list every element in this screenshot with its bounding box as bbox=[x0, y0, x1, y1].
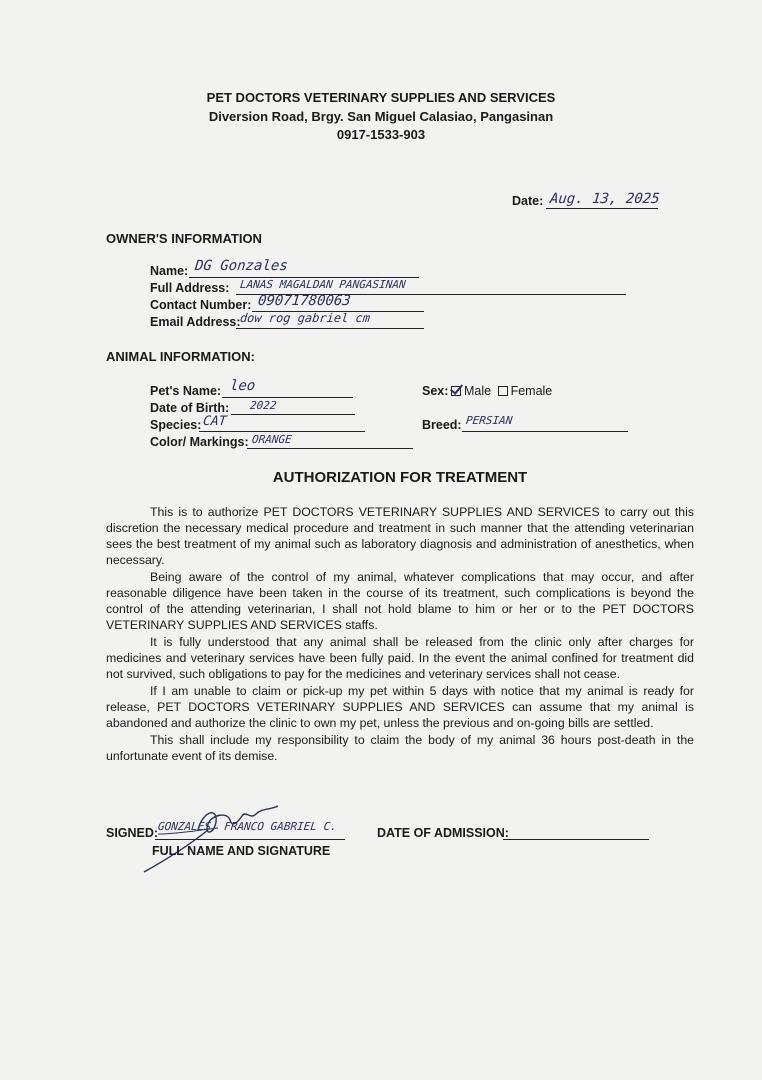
paragraph-5: This shall include my responsibility to claim the body of my animal 36 hours post-death in the unfortunate event of its demise. bbox=[106, 733, 694, 763]
email-address-value: dow rog gabriel cm bbox=[239, 311, 371, 325]
male-checkbox[interactable] bbox=[451, 386, 461, 396]
paragraph-3: It is fully understood that any animal shall be released from the clinic only after charges for medicines and veterinary services have been fully paid. In the event the animal confined for treatment did not survived, such obligations to pay for the medicines and veterinary services shall not cease. bbox=[106, 635, 694, 681]
owner-name-label: Name: bbox=[150, 264, 189, 278]
date-label: Date: bbox=[512, 194, 544, 208]
date-line bbox=[546, 208, 658, 209]
date-of-birth-label: Date of Birth: bbox=[150, 401, 230, 415]
handwritten-signature bbox=[138, 800, 298, 878]
pet-name-value: leo bbox=[229, 378, 257, 394]
animal-info-heading: ANIMAL INFORMATION: bbox=[106, 349, 255, 364]
email-address-label: Email Address: bbox=[150, 315, 241, 329]
clinic-phone: 0917-1533-903 bbox=[336, 127, 426, 142]
pet-name-label: Pet's Name: bbox=[150, 384, 222, 398]
paragraph-4: If I am unable to claim or pick-up my pet within 5 days with notice that my animal is ready for release, PET DOCTORS VETERINARY SUPPLIES AND SERVICES can assume that my animal is abandoned and authorize the clinic to own my pet, unless the previous and on-going bills are settled. bbox=[106, 684, 694, 730]
authorization-body bbox=[106, 504, 694, 765]
date-of-admission-line bbox=[503, 839, 649, 840]
full-address-label: Full Address: bbox=[150, 281, 230, 295]
full-name-signature-caption: FULL NAME AND SIGNATURE bbox=[152, 844, 331, 858]
pet-name-line bbox=[222, 397, 353, 398]
breed-label: Breed: bbox=[422, 418, 462, 432]
signer-name-value: GONZALES, FRANCO GABRIEL C. bbox=[157, 820, 338, 833]
date-of-admission-label: DATE OF ADMISSION: bbox=[377, 826, 509, 840]
species-line bbox=[199, 431, 365, 432]
date-of-birth-line bbox=[231, 414, 355, 415]
date-of-birth-value: 2022 bbox=[249, 399, 278, 412]
date-value: Aug. 13, 2025 bbox=[549, 191, 661, 207]
color-markings-label: Color/ Markings: bbox=[150, 435, 249, 449]
owner-info-heading: OWNER'S INFORMATION bbox=[106, 231, 262, 246]
male-option-label: Male bbox=[464, 384, 492, 398]
contact-number-label: Contact Number: bbox=[150, 298, 252, 312]
breed-line bbox=[462, 431, 628, 432]
color-markings-value: ORANGE bbox=[251, 433, 293, 446]
full-address-value: LANAS MAGALDAN PANGASINAN bbox=[239, 278, 407, 291]
paragraph-1: This is to authorize PET DOCTORS VETERINARY SUPPLIES AND SERVICES to carry out this discretion the necessary medical procedure and treatment in such manner that the attending veterinarian sees the best treatment of my animal such as laboratory diagnosis and administration of anesthetics, when necessary. bbox=[106, 505, 694, 567]
authorization-title: AUTHORIZATION FOR TREATMENT bbox=[272, 469, 528, 486]
female-option-label: Female bbox=[510, 384, 553, 398]
species-value: CAT bbox=[202, 414, 228, 429]
breed-value: PERSIAN bbox=[465, 414, 514, 427]
owner-name-value: DG Gonzales bbox=[194, 258, 289, 274]
contact-number-value: 09071780063 bbox=[257, 293, 352, 309]
clinic-name: PET DOCTORS VETERINARY SUPPLIES AND SERVICES bbox=[206, 90, 556, 105]
clinic-address: Diversion Road, Brgy. San Miguel Calasiao, Pangasinan bbox=[208, 109, 554, 124]
sex-label: Sex: bbox=[422, 384, 449, 398]
sex-options bbox=[451, 384, 552, 398]
email-address-line bbox=[236, 328, 424, 329]
species-label: Species: bbox=[150, 418, 202, 432]
paragraph-2: Being aware of the control of my animal, whatever complications that may occur, and after reasonable diligence have been taken in the course of its treatment, such complications is beyond the control of the attending veterinarian, I shall not hold blame to him or her or to the PET DOCTORS VETERINARY SUPPLIES AND SERVICES staffs. bbox=[106, 570, 694, 632]
signed-label: SIGNED: bbox=[106, 826, 159, 840]
female-checkbox[interactable] bbox=[498, 386, 508, 396]
color-markings-line bbox=[247, 448, 413, 449]
